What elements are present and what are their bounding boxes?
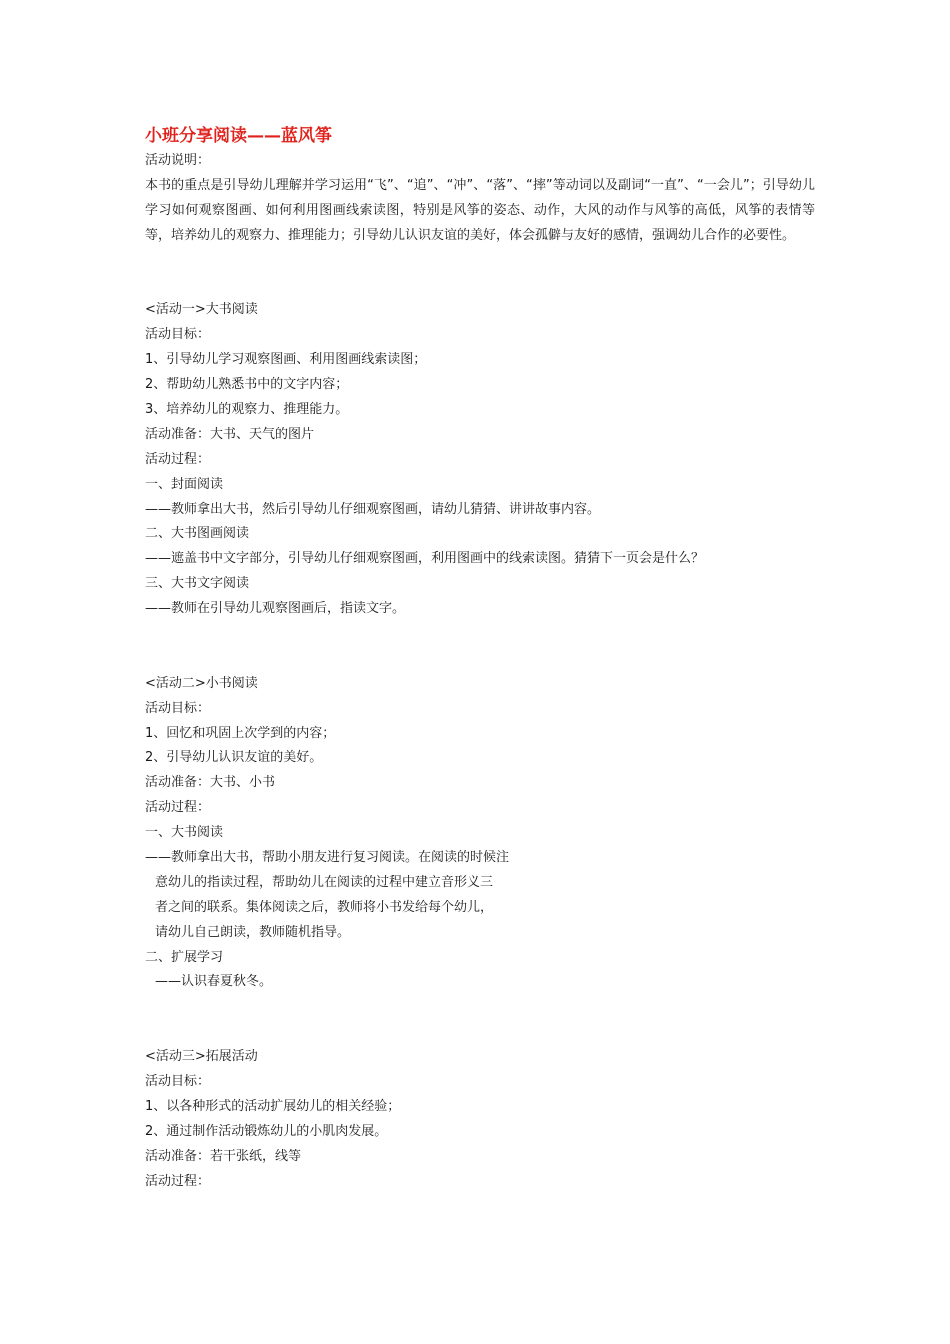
activity2-prep: 活动准备：大书、小书 (145, 775, 276, 791)
activity2-step-1-line-1: ——教师拿出大书，帮助小朋友进行复习阅读。在阅读的时候注 (145, 850, 510, 866)
intro-paragraph: 本书的重点是引导幼儿理解并学习运用“飞”、“追”、“冲”、“落”、“摔”等动词以及副词“一直”、“一会儿”；引导幼儿学习如何观察图画、如何利用图画线索读图，特别是风筝的姿态、动作，大风的动作与风筝的高低，风筝的表情等等，培养幼儿的观察力、推理能力；引导幼儿认识友谊的美好，体会孤僻与友好的感情，强调幼儿合作的必要性。 (145, 177, 815, 243)
activity2-step-1-line-3: 者之间的联系。集体阅读之后，教师将小书发给每个幼儿， (155, 899, 494, 915)
activity2-step-1: 一、大书阅读 (145, 825, 224, 841)
activity1-goal-2: 2、帮助幼儿熟悉书中的文字内容； (145, 377, 349, 393)
activity2-step-1-line-2: 意幼儿的指读过程，帮助幼儿在阅读的过程中建立音形义三 (155, 874, 494, 890)
activity1-prep: 活动准备：大书、天气的图片 (145, 426, 315, 442)
activity1-step-3: 三、大书文字阅读 (145, 576, 250, 592)
activity3-goal-1: 1、以各种形式的活动扩展幼儿的相关经验； (145, 1098, 401, 1114)
activity1-step-1: 一、封面阅读 (145, 476, 224, 492)
activity3-goal-label: 活动目标： (145, 1074, 211, 1090)
activity1-goal-1: 1、引导幼儿学习观察图画、利用图画线索读图； (145, 352, 427, 368)
activity1-goal-label: 活动目标： (145, 327, 211, 343)
activity1-step-2-detail: ——遮盖书中文字部分，引导幼儿仔细观察图画，利用图画中的线索读图。猜猜下一页会是什么？ (145, 551, 705, 567)
section-gap (145, 249, 815, 299)
activity3-heading: <活动三>拓展活动 (145, 1049, 258, 1065)
activity2-step-2: 二、扩展学习 (145, 949, 224, 965)
activity1-step-1-detail: ——教师拿出大书，然后引导幼儿仔细观察图画，请幼儿猜猜、讲讲故事内容。 (145, 501, 601, 517)
section-gap (145, 995, 815, 1045)
activity2-heading: <活动二>小书阅读 (145, 675, 258, 691)
activity1-step-2: 二、大书图画阅读 (145, 526, 250, 542)
activity1-process-label: 活动过程： (145, 451, 211, 467)
activity1-goal-3: 3、培养幼儿的观察力、推理能力。 (145, 401, 349, 417)
activity2-step-2-line: ——认识春夏秋冬。 (155, 974, 273, 990)
activity3-goal-2: 2、通过制作活动锻炼幼儿的小肌肉发展。 (145, 1123, 388, 1139)
activity3-process-label: 活动过程： (145, 1173, 211, 1189)
document-title: 小班分享阅读——蓝风筝 (145, 126, 332, 146)
activity2-step-1-line-4: 请幼儿自己朗读，教师随机指导。 (155, 924, 351, 940)
activity1-heading: <活动一>大书阅读 (145, 302, 258, 318)
activity2-goal-2: 2、引导幼儿认识友谊的美好。 (145, 750, 323, 766)
document-page (145, 124, 815, 1195)
section-gap (145, 622, 815, 672)
activity2-goal-1: 1、回忆和巩固上次学到的内容； (145, 725, 336, 741)
activity2-goal-label: 活动目标： (145, 700, 211, 716)
activity2-process-label: 活动过程： (145, 800, 211, 816)
activity1-step-3-detail: ——教师在引导幼儿观察图画后，指读文字。 (145, 601, 406, 617)
activity3-prep: 活动准备：若干张纸，线等 (145, 1148, 302, 1164)
intro-label: 活动说明： (145, 153, 211, 168)
